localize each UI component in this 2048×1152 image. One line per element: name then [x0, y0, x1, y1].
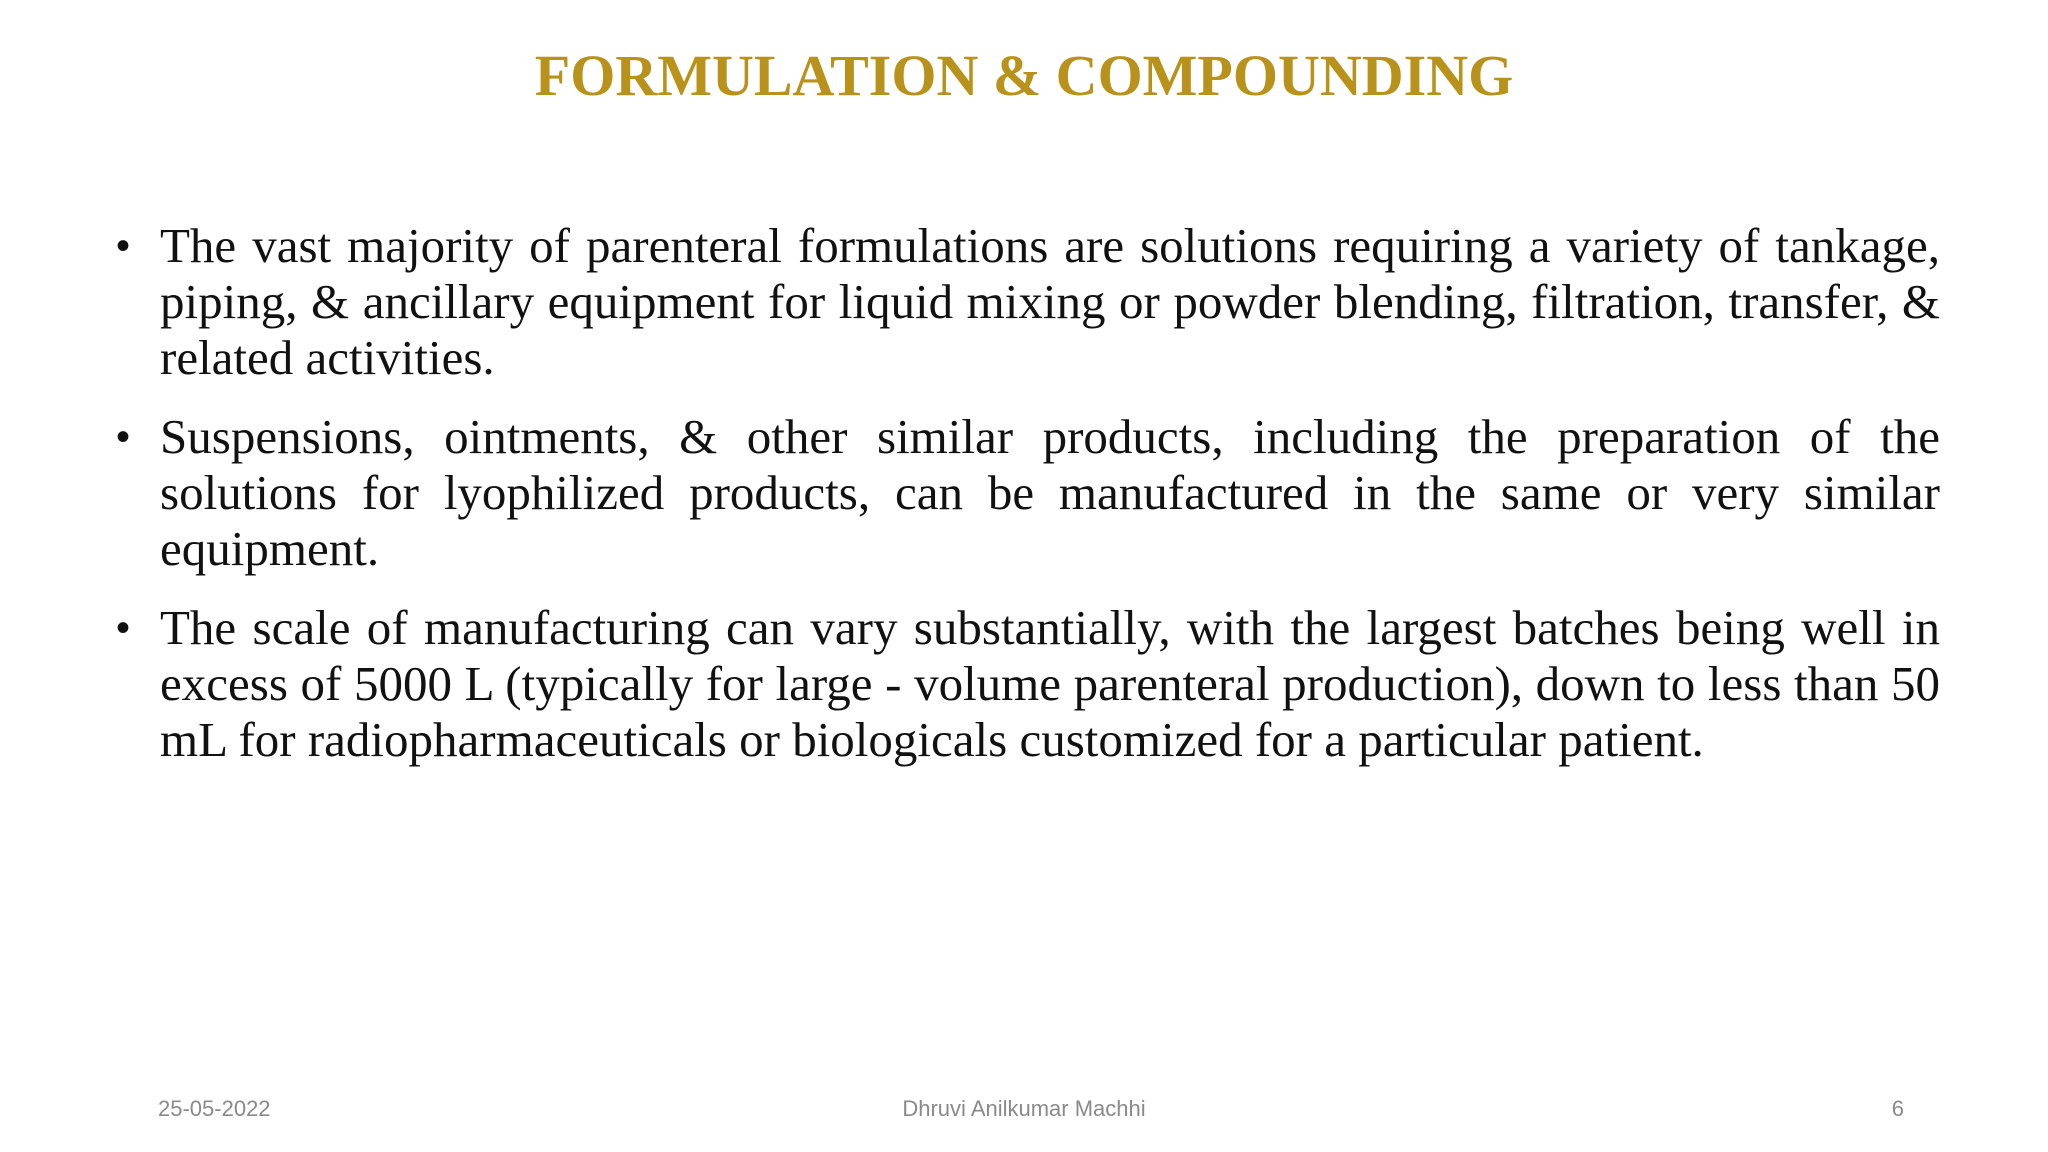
bullet-list	[112, 218, 1940, 791]
slide-title: FORMULATION & COMPOUNDING	[534, 43, 1514, 108]
footer-date: 25-05-2022	[158, 1096, 271, 1121]
footer-author: Dhruvi Anilkumar Machhi	[902, 1096, 1146, 1121]
bullet-marker: •	[116, 415, 131, 459]
bullet-text: The vast majority of parenteral formulations are solutions requiring a variety of tankage, piping, & ancillary equipment for liquid mixing or powder blending, filtration, transfer, & related activities.	[160, 218, 1940, 385]
bullet-item	[112, 409, 1940, 577]
bullet-marker: •	[116, 606, 131, 650]
bullet-text: The scale of manufacturing can vary substantially, with the largest batches being well in excess of 5000 L (typically for large - volume parenteral production), down to less than 50 mL for radiopharmaceuticals or biologicals customized for a particular patient.	[160, 600, 1940, 767]
bullet-text: Suspensions, ointments, & other similar products, including the preparation of the solutions for lyophilized products, can be manufactured in the same or very similar equipment.	[160, 409, 1940, 576]
bullet-item	[112, 218, 1940, 386]
bullet-item	[112, 600, 1940, 768]
footer-page-number: 6	[1891, 1096, 1904, 1121]
bullet-marker: •	[116, 224, 131, 268]
